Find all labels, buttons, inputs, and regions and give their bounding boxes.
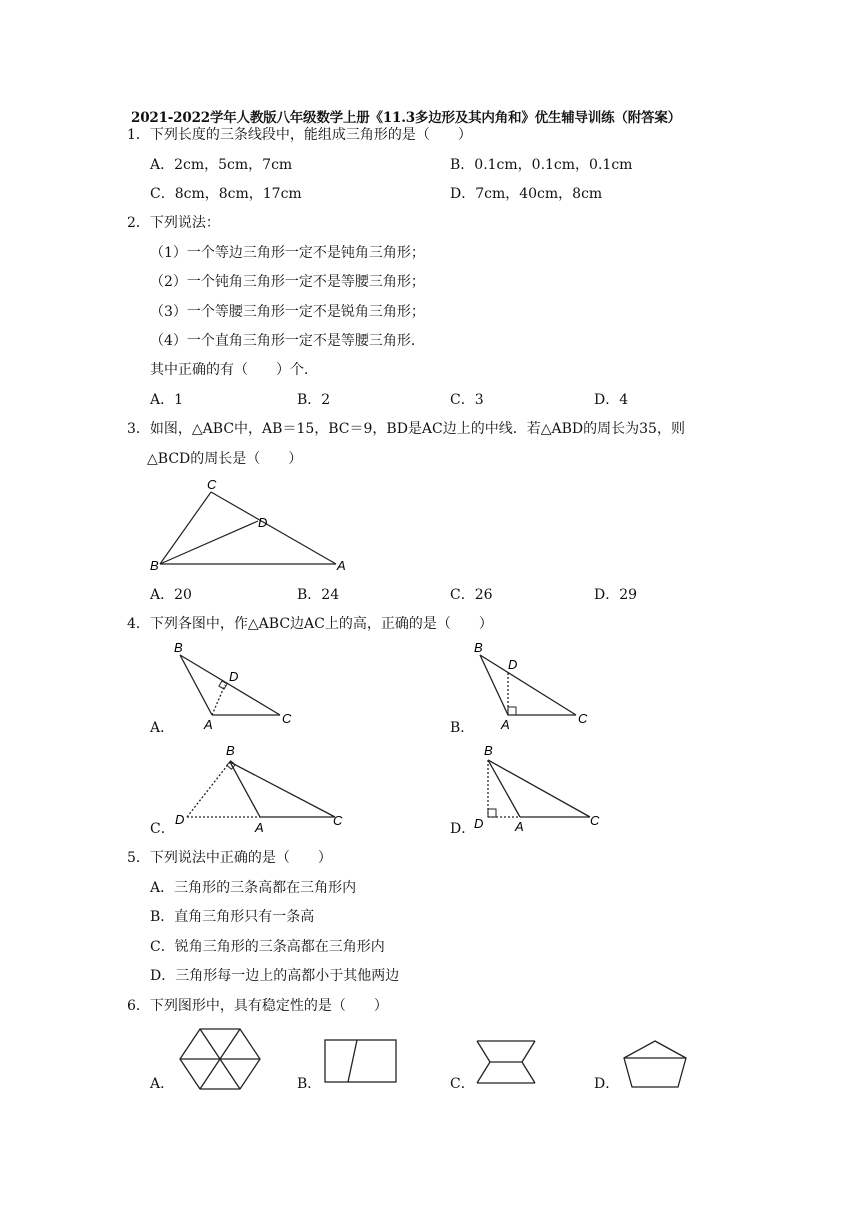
q3-option-d: D．29 <box>594 587 638 603</box>
q3-option-c: C．26 <box>450 587 493 603</box>
q3-triangle-figure <box>148 476 348 576</box>
svg-text:D: D <box>474 816 484 831</box>
side-ca <box>211 492 336 564</box>
svg-text:A: A <box>204 717 213 732</box>
svg-text:C: C <box>282 711 292 726</box>
q4-figure-c <box>170 742 350 837</box>
q1-option-c: C．8cm，8cm，17cm <box>150 186 302 202</box>
document-title: 2021-2022学年人教版八年级数学上册《11.3多边形及其内角和》优生辅导训练（附答案） <box>131 110 681 126</box>
q2-option-d: D．4 <box>594 392 629 408</box>
q3-option-a: A．20 <box>150 587 192 603</box>
q4-option-c: C． <box>150 821 175 837</box>
q6-option-c: C． <box>450 1076 475 1092</box>
q4-option-a: A． <box>150 720 175 736</box>
q6-option-a: A． <box>150 1076 175 1092</box>
q6-option-b: B． <box>297 1076 322 1092</box>
svg-text:B: B <box>174 640 183 655</box>
q1-option-b: B．0.1cm，0.1cm，0.1cm <box>450 157 633 173</box>
svg-text:D: D <box>175 812 185 827</box>
svg-text:D: D <box>508 657 518 672</box>
q6-stem: 6．下列图形中，具有稳定性的是（ ） <box>127 998 388 1014</box>
q4-option-b: B． <box>450 720 475 736</box>
q3-stem-line2: △BCD的周长是（ ） <box>147 451 303 467</box>
svg-text:B: B <box>484 743 493 758</box>
q6-figure-hexagon <box>178 1026 262 1092</box>
q2-stem: 2．下列说法： <box>127 215 220 231</box>
q5-option-a: A．三角形的三条高都在三角形内 <box>150 880 357 896</box>
svg-text:B: B <box>226 743 235 758</box>
q2-option-c: C．3 <box>450 392 484 408</box>
q3-stem-line1: 3．如图，△ABC中，AB＝15，BC＝9，BD是AC边上的中线．若△ABD的周长为35，则 <box>127 421 685 437</box>
q6-figure-rectangle <box>324 1038 398 1084</box>
svg-text:D: D <box>229 669 239 684</box>
q2-statement-4: （4）一个直角三角形一定不是等腰三角形． <box>150 333 425 349</box>
q5-stem: 5．下列说法中正确的是（ ） <box>127 850 332 866</box>
q5-option-b: B．直角三角形只有一条高 <box>150 909 315 925</box>
q3-label-a: A <box>337 558 346 573</box>
q6-figure-hourglass <box>474 1038 538 1086</box>
q4-figure-b <box>468 640 608 732</box>
q2-option-b: B．2 <box>297 392 331 408</box>
q2-statement-3: （3）一个等腰三角形一定不是锐角三角形； <box>150 304 425 320</box>
q4-figure-a <box>168 640 308 732</box>
svg-text:C: C <box>578 711 588 726</box>
q2-statement-2: （2）一个钝角三角形一定不是等腰三角形； <box>150 274 425 290</box>
q3-label-c: C <box>207 477 217 492</box>
svg-text:A: A <box>255 820 264 835</box>
q3-label-d: D <box>258 515 268 530</box>
q2-statement-1: （1）一个等边三角形一定不是钝角三角形； <box>150 245 425 261</box>
q4-option-d: D． <box>450 821 476 837</box>
svg-text:C: C <box>590 813 600 828</box>
svg-text:A: A <box>515 819 524 834</box>
q3-label-b: B <box>150 558 159 573</box>
q1-option-a: A．2cm，5cm，7cm <box>150 157 293 173</box>
svg-text:A: A <box>501 717 510 732</box>
q1-option-d: D．7cm，40cm，8cm <box>450 186 603 202</box>
q2-ask: 其中正确的有（ ）个． <box>150 362 318 378</box>
q1-stem: 1．下列长度的三条线段中，能组成三角形的是（ ） <box>127 127 472 143</box>
q5-option-d: D．三角形每一边上的高都小于其他两边 <box>150 968 400 984</box>
q6-option-d: D． <box>594 1076 620 1092</box>
q4-figure-d <box>470 742 610 837</box>
q5-option-c: C．锐角三角形的三条高都在三角形内 <box>150 939 385 955</box>
q4-stem: 4．下列各图中，作△ABC边AC上的高，正确的是（ ） <box>127 616 493 632</box>
q6-figure-pentagon <box>620 1038 690 1090</box>
q3-option-b: B．24 <box>297 587 340 603</box>
q2-option-a: A．1 <box>150 392 184 408</box>
svg-text:C: C <box>333 813 343 828</box>
svg-text:B: B <box>474 640 483 655</box>
